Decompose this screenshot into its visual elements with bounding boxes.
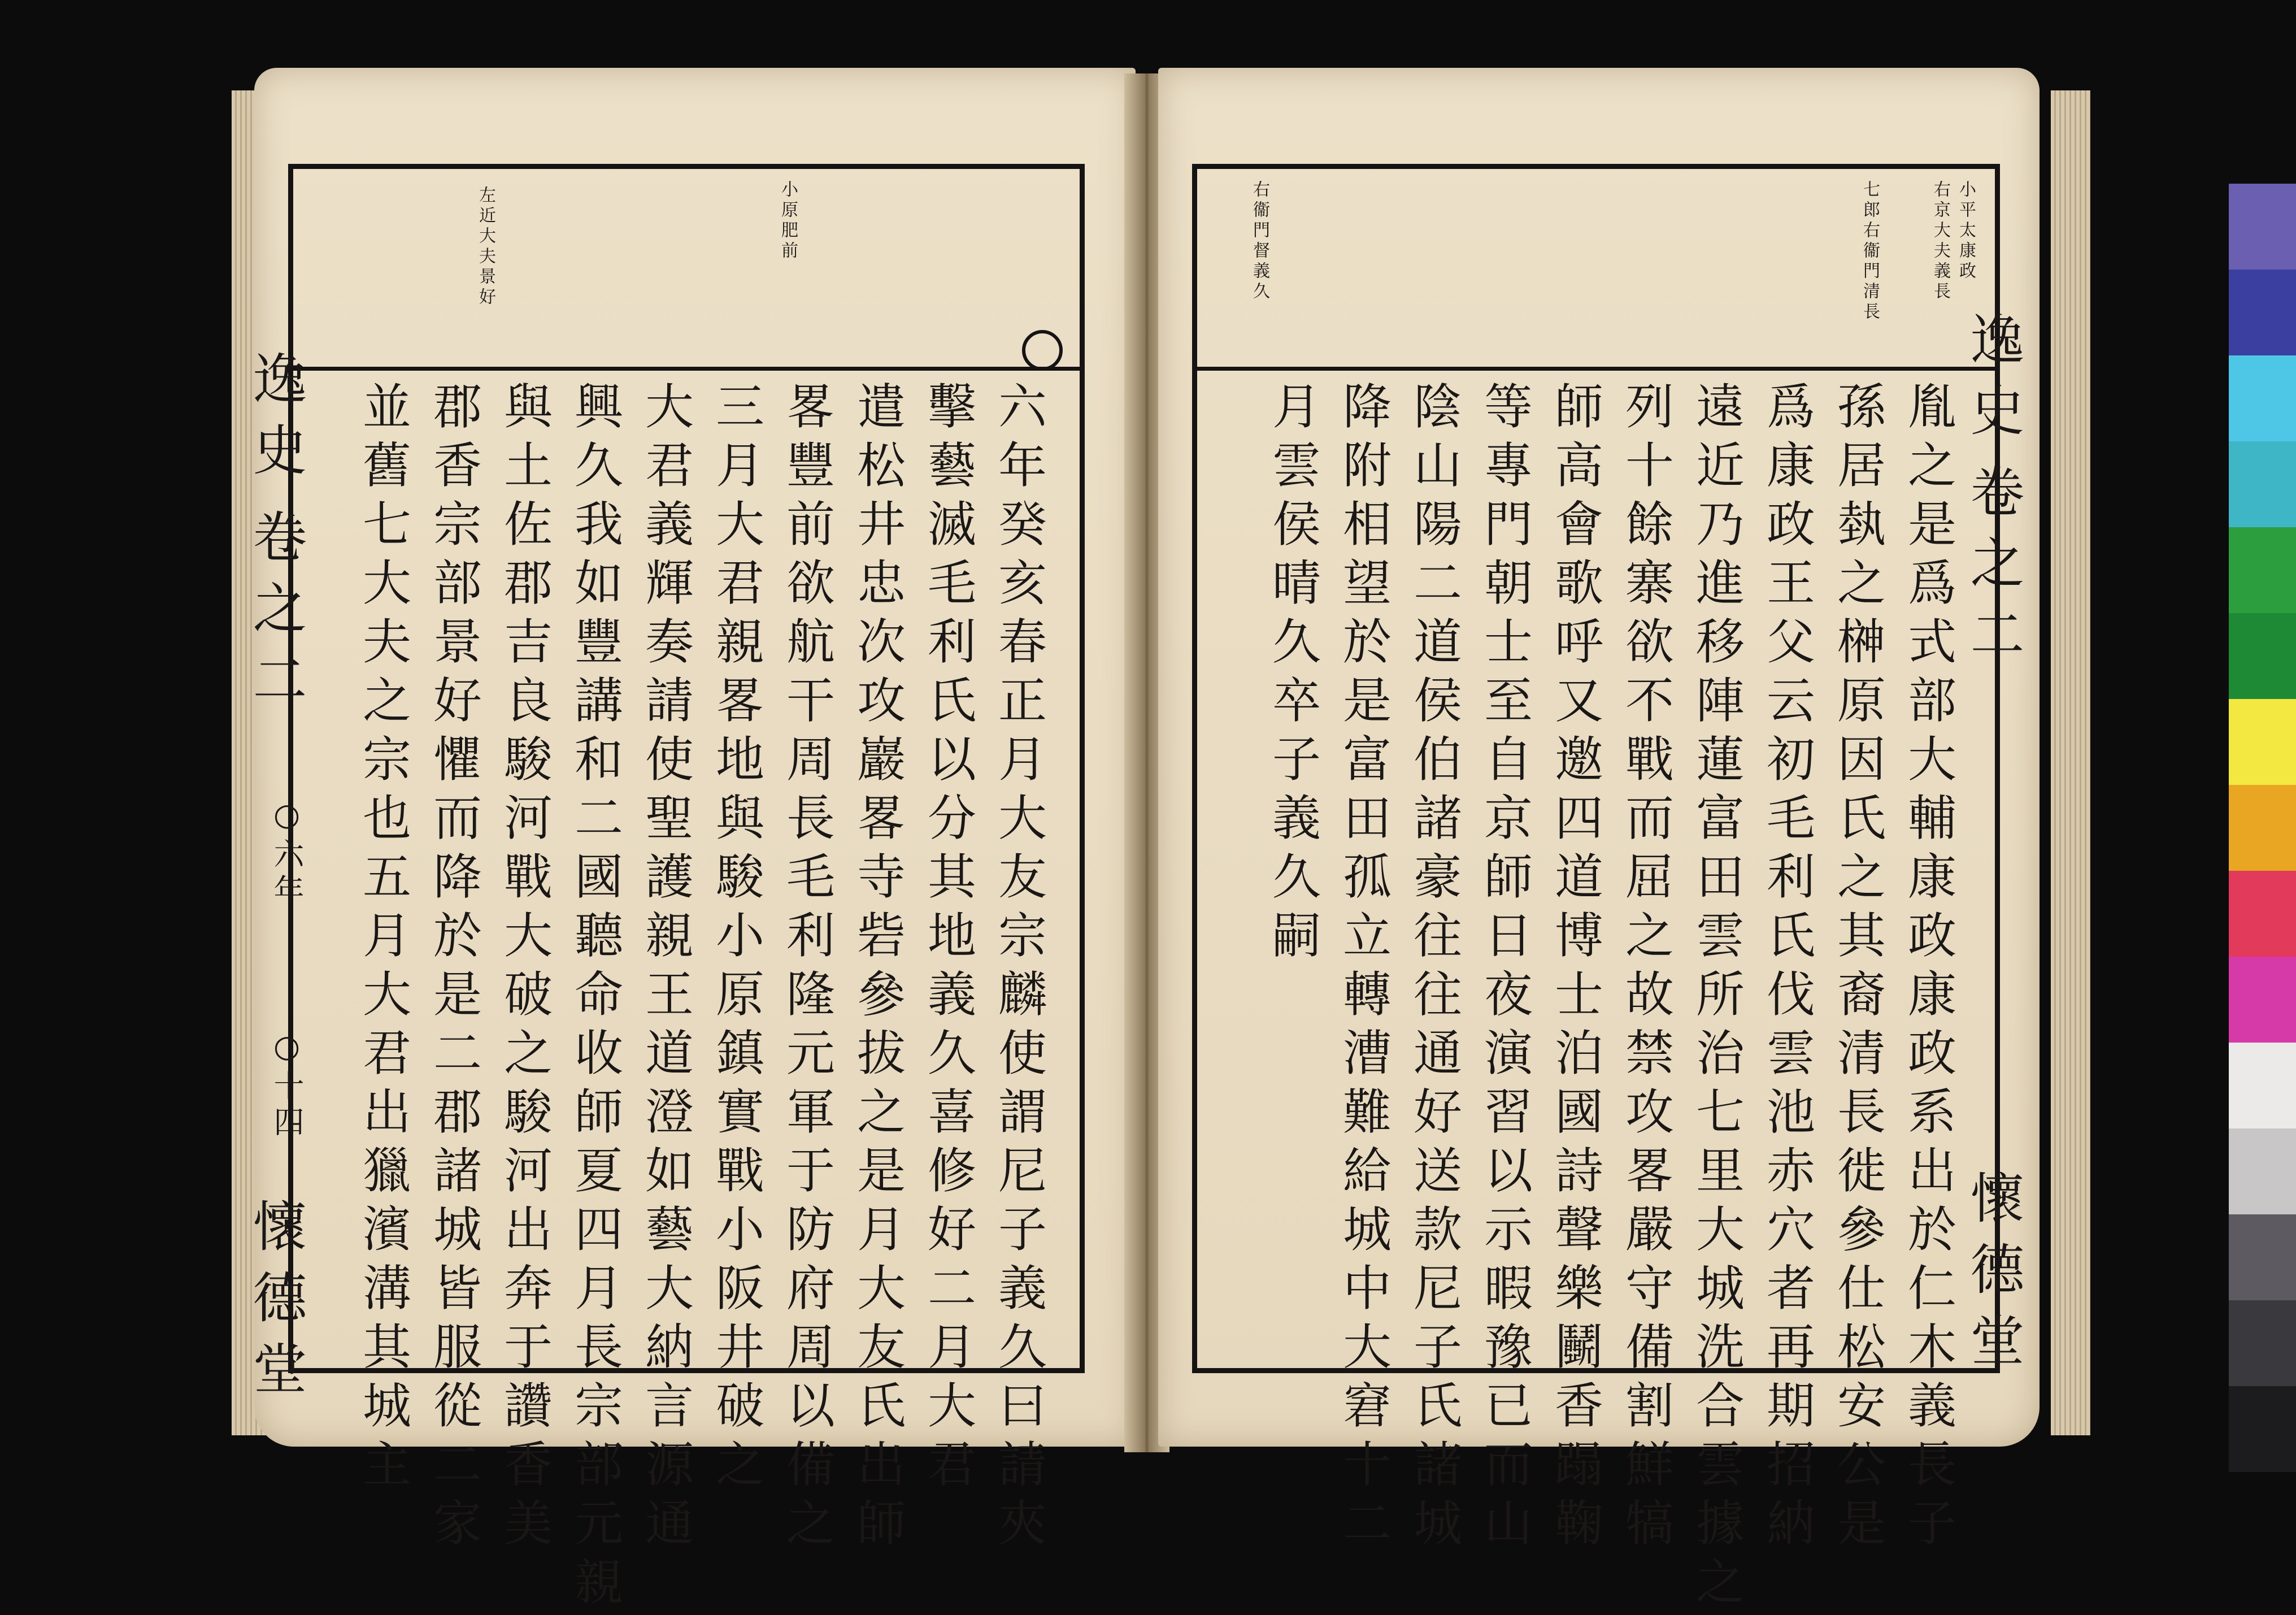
color-swatch <box>2229 184 2296 270</box>
color-swatch <box>2229 699 2296 785</box>
right-headnote-2: 右京大夫義長 <box>1930 180 1950 302</box>
left-column-9: 郡香宗部景好懼而降於是二郡諸城皆服從二家 <box>425 381 481 1556</box>
color-swatch <box>2229 527 2296 613</box>
right-page <box>1158 68 2040 1615</box>
right-headnote-1: 小平太康政 <box>1956 180 1976 282</box>
right-text-frame <box>1192 164 2000 1615</box>
right-column-4: 遠近乃進移陣蓮富田雲所治七里大城洗合雲據之 <box>1688 381 1744 1615</box>
right-column-3: 爲康政王父云初毛利氏伐雲池赤穴者再期招納 <box>1758 381 1815 1556</box>
left-column-5: 三月大君親畧地與駿小原鎮實戰小阪井破之 <box>707 381 764 1497</box>
right-column-6: 師高會歌呼又邀四道博士泊國詩聲樂鬭香蹋鞠 <box>1546 381 1603 1556</box>
left-header-volume: 卷之二 <box>244 509 307 722</box>
right-publisher: 懷德堂 <box>1962 1170 2025 1383</box>
right-column-10: 月雲侯晴久卒子義久嗣 <box>1264 381 1320 969</box>
left-column-8: 與土佐郡吉良駿河戰大破之駿河出奔于讚香美 <box>495 381 552 1556</box>
right-column-8: 陰山陽二道侯伯諸豪往往通好送款尼子氏諸城 <box>1405 381 1462 1556</box>
color-swatch <box>2229 441 2296 527</box>
left-text-frame <box>288 164 1085 1615</box>
right-header-volume: 卷之二 <box>1962 463 2025 677</box>
color-swatch <box>2229 871 2296 957</box>
color-swatch <box>2229 613 2296 699</box>
left-year-note: ○六年 <box>269 797 305 910</box>
left-column-2: 擊藝滅毛利氏以分其地義久喜修好二月大君 <box>919 381 976 1497</box>
color-swatch <box>2229 1043 2296 1128</box>
right-column-5: 列十餘寨欲不戰而屈之故禁攻畧嚴守備割鮮犒 <box>1617 381 1673 1556</box>
left-page <box>244 68 1136 1615</box>
color-swatch <box>2229 355 2296 441</box>
right-column-2: 孫居埶之榊原因氏之其裔清長徙參仕松安公是 <box>1829 381 1885 1556</box>
color-calibration-strip <box>2229 184 2296 1472</box>
color-swatch <box>2229 1128 2296 1214</box>
left-header-title: 逸史 <box>244 350 307 493</box>
left-headnote-1: 左近大夫景好 <box>476 186 495 308</box>
right-column-7: 等專門朝士至自京師日夜演習以示暇豫已而山 <box>1476 381 1532 1556</box>
left-column-7: 興久我如豐講和二國聽命收師夏四月長宗部元親 <box>566 381 623 1615</box>
open-book <box>244 68 2068 1615</box>
circle-mark <box>1022 330 1063 371</box>
right-column-9: 降附相望於是富田孤立轉漕難給城中大窘十二 <box>1334 381 1391 1556</box>
left-publisher: 懷德堂 <box>244 1198 307 1412</box>
left-page-number: ○十四 <box>269 1028 305 1142</box>
left-headnote-2: 小原肥前 <box>778 180 798 262</box>
right-headnote-4: 右衞門督義久 <box>1250 180 1269 302</box>
color-swatch <box>2229 785 2296 871</box>
left-header-rule <box>293 367 1080 371</box>
page-edges-right <box>2051 90 2090 1435</box>
color-swatch <box>2229 1386 2296 1472</box>
right-header-rule <box>1197 367 1995 371</box>
right-header-title: 逸史 <box>1962 311 2025 453</box>
right-column-1: 胤之是爲式部大輔康政康政系出於仁木義長子 <box>1899 381 1956 1556</box>
left-column-1: 六年癸亥春正月大友宗麟使謂尼子義久曰請夾 <box>990 381 1046 1556</box>
left-column-6: 大君義輝奏請使聖護親王道澄如藝大納言源通 <box>637 381 693 1556</box>
left-column-3: 遣松井忠次攻巖畧寺砦參拔之是月大友氏出師 <box>849 381 905 1556</box>
color-swatch <box>2229 957 2296 1043</box>
right-headnote-3: 七郎右衞門清長 <box>1860 180 1880 323</box>
color-swatch <box>2229 270 2296 355</box>
color-swatch <box>2229 1214 2296 1300</box>
left-column-4: 畧豐前欲航干周長毛利隆元軍于防府周以備之 <box>778 381 834 1556</box>
color-swatch <box>2229 1300 2296 1386</box>
left-column-10: 並舊七大夫之宗也五月大君出獵濱溝其城主 <box>354 381 411 1497</box>
